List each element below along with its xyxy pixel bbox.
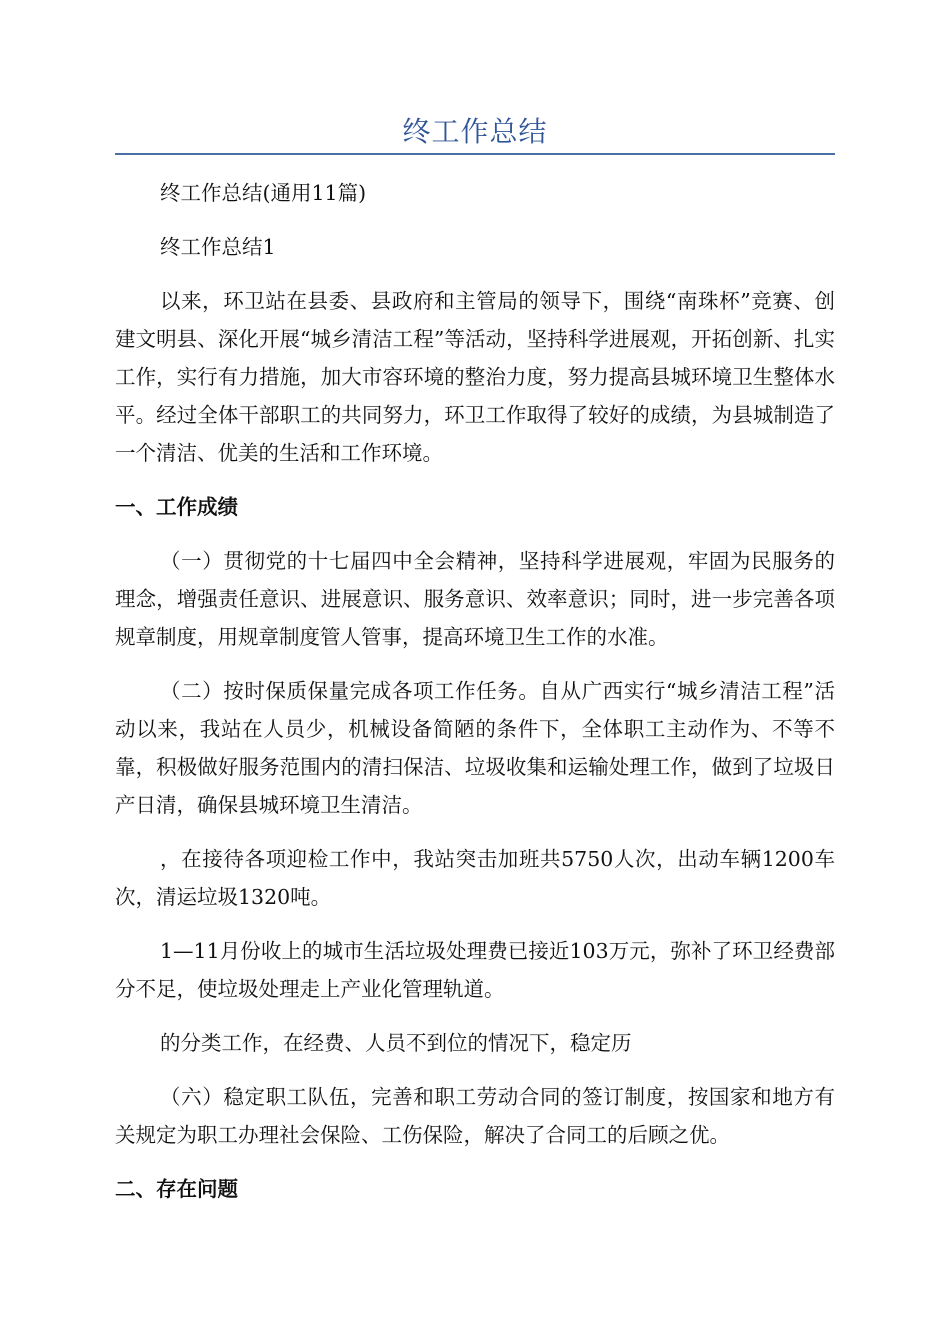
title-divider xyxy=(115,153,835,155)
section-label: 终工作总结1 xyxy=(160,235,276,259)
document-body xyxy=(115,174,835,1208)
item-paragraph-4: 1—11月份收上的城市生活垃圾处理费已接近103万元，弥补了环卫经费部分不足，使垃圾处理走上产业化管理轨道。 xyxy=(115,939,835,1001)
item-paragraph-6: （六）稳定职工队伍，完善和职工劳动合同的签订制度，按国家和地方有关规定为职工办理社会保险、工伤保险，解决了合同工的后顾之优。 xyxy=(115,1085,835,1147)
intro-paragraph: 以来，环卫站在县委、县政府和主管局的领导下，围绕“南珠杯”竞赛、创建文明县、深化开展“城乡清洁工程”等活动，坚持科学进展观，开拓创新、扎实工作，实行有力措施，加大市容环境的整治力度，努力提高县城环境卫生整体水平。经过全体干部职工的共同努力，环卫工作取得了较好的成绩，为县城制造了一个清洁、优美的生活和工作环境。 xyxy=(115,289,835,465)
heading-existing-problems: 二、存在问题 xyxy=(115,1177,238,1201)
document-title: 终工作总结 xyxy=(402,115,548,148)
subtitle-paragraph: 终工作总结(通用11篇) xyxy=(160,181,367,205)
item-paragraph-3: ，在接待各项迎检工作中，我站突击加班共5750人次，出动车辆1200车次，清运垃圾1320吨。 xyxy=(115,847,835,909)
heading-work-results: 一、工作成绩 xyxy=(115,495,238,519)
item-paragraph-1: （一）贯彻党的十七届四中全会精神，坚持科学进展观，牢固为民服务的理念，增强责任意识、进展意识、服务意识、效率意识；同时，进一步完善各项规章制度，用规章制度管人管事，提高环境卫生工作的水准。 xyxy=(115,549,835,649)
item-paragraph-5: 的分类工作，在经费、人员不到位的情况下，稳定历 xyxy=(160,1031,632,1055)
item-paragraph-2: （二）按时保质保量完成各项工作任务。自从广西实行“城乡清洁工程”活动以来，我站在人员少，机械设备简陋的条件下，全体职工主动作为、不等不靠，积极做好服务范围内的清扫保洁、垃圾收集和运输处理工作，做到了垃圾日产日清，确保县城环境卫生清洁。 xyxy=(115,679,835,817)
